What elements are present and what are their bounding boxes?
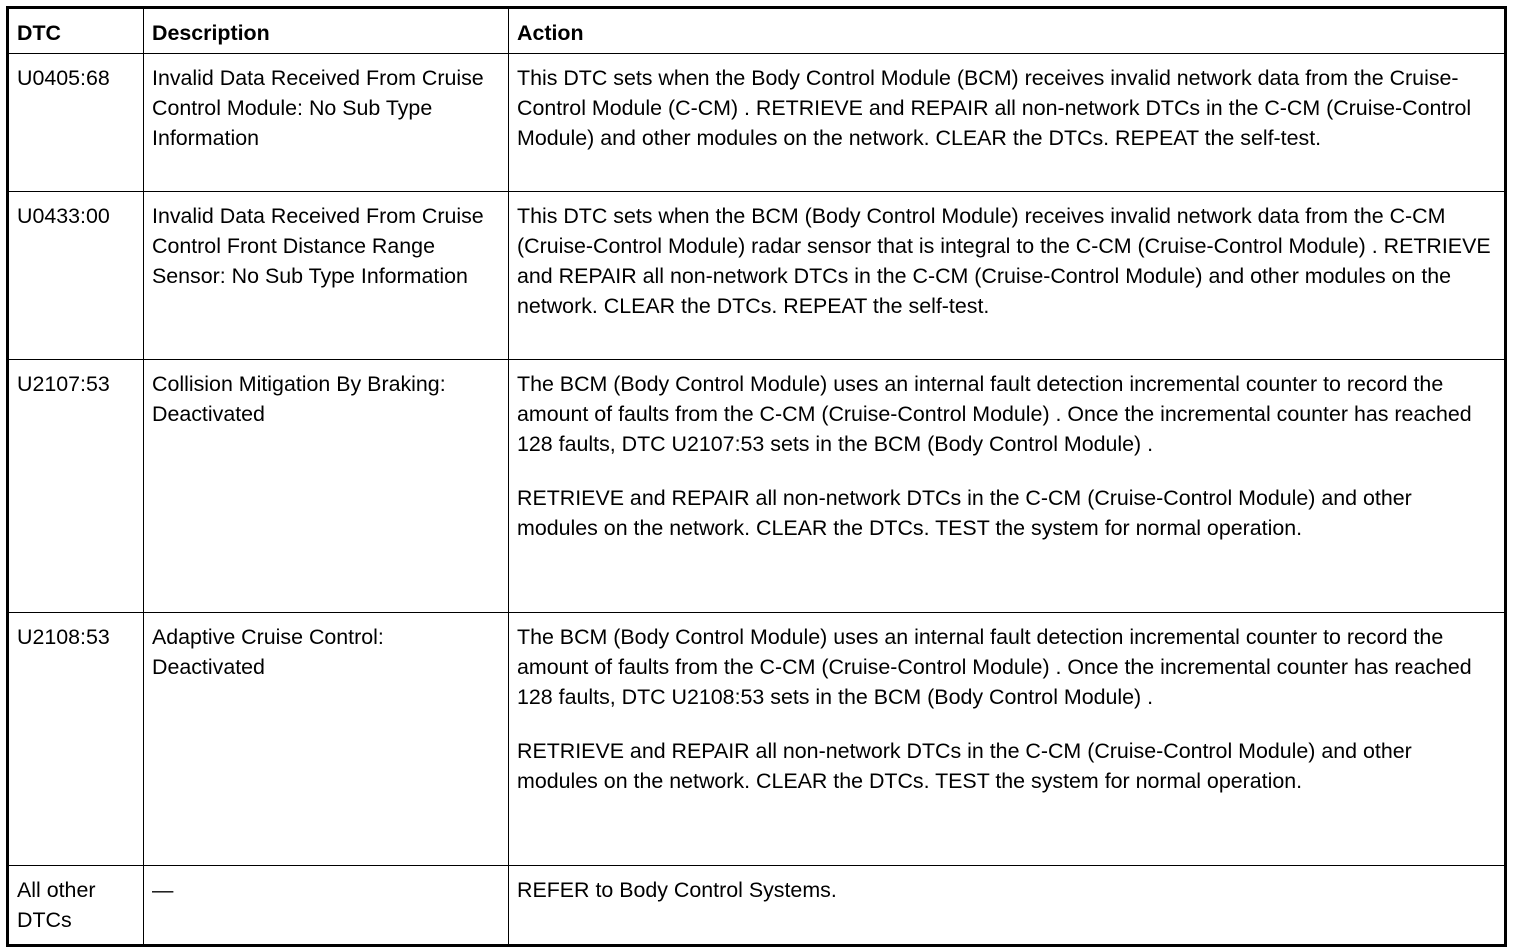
dtc-code: U0405:68 xyxy=(17,66,110,90)
dtc-code: U2108:53 xyxy=(17,625,110,649)
dtc-code: U0433:00 xyxy=(17,204,110,228)
description-cell xyxy=(144,866,509,946)
dtc-description: — xyxy=(152,878,174,902)
table-row xyxy=(8,866,1506,946)
dtc-action-followup: RETRIEVE and REPAIR all non-network DTCs in the C-CM (Cruise-Control Module) and other modules on the network. CLEAR the DTCs. TEST the system for normal operation. xyxy=(517,739,1412,793)
header-action: Action xyxy=(509,8,1506,54)
dtc-action: This DTC sets when the BCM (Body Control Module) receives invalid network data from the C-CM (Cruise-Control Module) radar sensor that is integral to the C-CM (Cruise-Control Module) . RETRIEVE and REPAIR all non-network DTCs in the C-CM (Cruise-Control Module) and other modules on the network. CLEAR the DTCs. REPEAT the self-test. xyxy=(517,204,1491,318)
dtc-description: Invalid Data Received From Cruise Control Module: No Sub Type Information xyxy=(152,66,484,150)
dtc-code-cell xyxy=(8,54,144,192)
dtc-code-cell xyxy=(8,613,144,866)
description-cell xyxy=(144,360,509,613)
dtc-code-cell xyxy=(8,866,144,946)
dtc-code: All other DTCs xyxy=(17,878,96,932)
table-row xyxy=(8,54,1506,192)
action-cell xyxy=(509,866,1506,946)
dtc-action: The BCM (Body Control Module) uses an internal fault detection incremental counter to record the amount of faults from the C-CM (Cruise-Control Module) . Once the incremental counter has reached 128 faults, DTC U2107:53 sets in the BCM (Body Control Module) . xyxy=(517,372,1472,456)
dtc-code: U2107:53 xyxy=(17,372,110,396)
dtc-action: The BCM (Body Control Module) uses an internal fault detection incremental counter to record the amount of faults from the C-CM (Cruise-Control Module) . Once the incremental counter has reached 128 faults, DTC U2108:53 sets in the BCM (Body Control Module) . xyxy=(517,625,1472,709)
description-cell xyxy=(144,192,509,360)
dtc-code-cell xyxy=(8,360,144,613)
dtc-description: Adaptive Cruise Control: Deactivated xyxy=(152,625,384,679)
dtc-code-cell xyxy=(8,192,144,360)
dtc-description: Invalid Data Received From Cruise Control Front Distance Range Sensor: No Sub Type Information xyxy=(152,204,484,288)
table-header-row xyxy=(8,8,1506,54)
dtc-action: REFER to Body Control Systems. xyxy=(517,878,837,902)
description-cell xyxy=(144,54,509,192)
header-description: Description xyxy=(144,8,509,54)
table-row xyxy=(8,360,1506,613)
action-cell xyxy=(509,360,1506,613)
table-row xyxy=(8,613,1506,866)
dtc-table xyxy=(6,6,1507,947)
dtc-action: This DTC sets when the Body Control Module (BCM) receives invalid network data from the Cruise-Control Module (C-CM) . RETRIEVE and REPAIR all non-network DTCs in the C-CM (Cruise-Control Module) and other modules on the network. CLEAR the DTCs. REPEAT the self-test. xyxy=(517,66,1472,150)
dtc-description: Collision Mitigation By Braking: Deactivated xyxy=(152,372,446,426)
action-cell xyxy=(509,613,1506,866)
description-cell xyxy=(144,613,509,866)
table-row xyxy=(8,192,1506,360)
action-cell xyxy=(509,54,1506,192)
action-cell xyxy=(509,192,1506,360)
dtc-action-followup: RETRIEVE and REPAIR all non-network DTCs in the C-CM (Cruise-Control Module) and other modules on the network. CLEAR the DTCs. TEST the system for normal operation. xyxy=(517,486,1412,540)
header-dtc: DTC xyxy=(8,8,144,54)
